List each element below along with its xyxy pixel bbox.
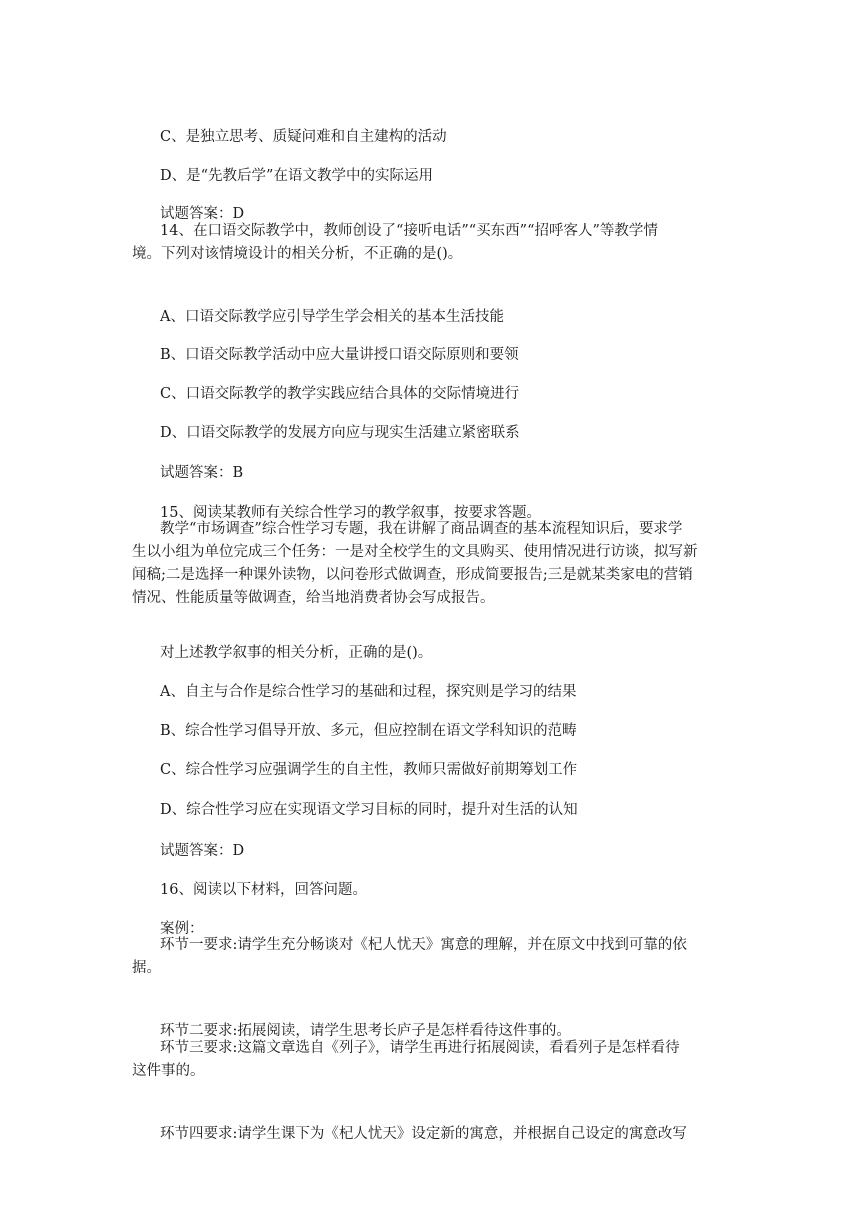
text-line: A、口语交际教学应引导学生学会相关的基本生活技能 [160, 309, 504, 325]
step-four [0, 1101, 865, 1167]
text-line: C、综合性学习应强调学生的自主性，教师只需做好前期筹划工作 [160, 762, 578, 778]
text-line: 15、阅读某教师有关综合性学习的教学叙事，按要求答题。 [160, 505, 541, 521]
text-line: 环节一要求:请学生充分畅谈对《杞人忧天》寓意的理解，并在原文中找到可靠的依 [160, 937, 687, 953]
text-line: 环节三要求:这篇文章选自《列子》，请学生再进行拓展阅读，看看列子是怎样看待 [160, 1040, 680, 1056]
text-line: 教学“市场调查”综合性学习专题，我在讲解了商品调查的基本流程知识后，要求学 [160, 521, 683, 537]
text-line: 14、在口语交际教学中，教师创设了“接听电话”“买东西”“招呼客人”等教学情 [160, 223, 658, 239]
text-line: B、综合性学习倡导开放、多元，但应控制在语文学科知识的范畴 [160, 723, 577, 739]
text-line: 闻稿;二是选择一种课外读物，以问卷形式做调查，形成简要报告;三是就某类家电的营销 [132, 567, 693, 583]
text-line: 对上述教学叙事的相关分析，正确的是()。 [160, 645, 433, 661]
text-line: A、自主与合作是综合性学习的基础和过程，探究则是学习的结果 [160, 684, 577, 700]
text-line: C、口语交际教学的教学实践应结合具体的交际情境进行 [160, 386, 520, 402]
text-line: 试题答案：D [160, 206, 245, 222]
text-line: 16、阅读以下材料，回答问题。 [160, 882, 367, 898]
text-line: C、是独立思考、质疑问难和自主建构的活动 [160, 129, 447, 145]
text-line: 试题答案：B [160, 465, 244, 481]
text-line: 境。下列对该情境设计的相关分析，不正确的是()。 [132, 246, 463, 262]
text-line: 试题答案：D [160, 843, 245, 859]
text-line: D、综合性学习应在实现语文学习目标的同时，提升对生活的认知 [160, 802, 578, 818]
text-line: 生以小组为单位完成三个任务：一是对全校学生的文具购买、使用情况进行访谈，拟写新 [132, 544, 698, 560]
text-line: 环节四要求:请学生课下为《杞人忧天》设定新的寓意，并根据自己设定的寓意改写 [160, 1126, 687, 1142]
text-line: 这件事的。 [132, 1063, 205, 1079]
text-line: D、口语交际教学的发展方向应与现实生活建立紧密联系 [160, 425, 520, 441]
text-line: 情况、性能质量等做调查，给当地消费者协会写成报告。 [132, 590, 495, 606]
text-line: B、口语交际教学活动中应大量讲授口语交际原则和要领 [160, 347, 519, 363]
text-line: 案例： [160, 921, 204, 937]
text-line: D、是“先教后学”在语文教学中的实际运用 [160, 168, 433, 184]
text-line: 环节二要求:拓展阅读，请学生思考长庐子是怎样看待这件事的。 [160, 1023, 571, 1039]
text-line: 据。 [132, 960, 161, 976]
